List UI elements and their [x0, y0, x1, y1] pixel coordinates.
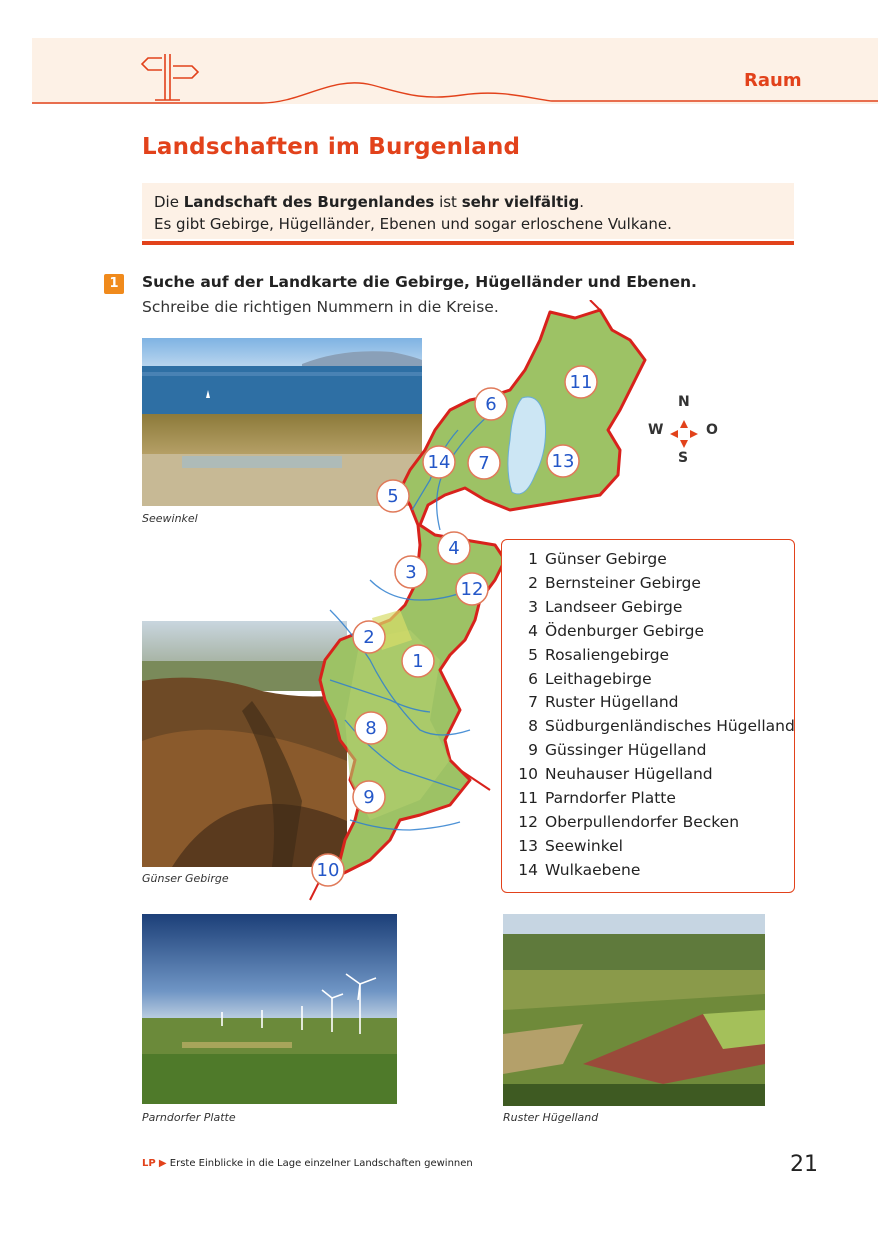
map-circle[interactable]	[438, 532, 470, 564]
compass-south: S	[678, 450, 689, 466]
svg-text:6: 6	[485, 394, 497, 415]
map-circle[interactable]	[312, 854, 344, 886]
legend-item: 5 Rosaliengebirge	[528, 645, 670, 664]
compass-rose	[640, 390, 730, 470]
footer-text: Erste Einblicke in die Lage einzelner Landschaften gewinnen	[169, 1158, 473, 1169]
legend-item: 11 Parndorfer Platte	[518, 789, 676, 808]
map-circle[interactable]	[565, 366, 597, 398]
intro-text	[154, 191, 672, 235]
svg-text:9: 9	[363, 787, 375, 808]
photo-parndorfer-platte	[142, 914, 397, 1104]
compass-west: W	[648, 422, 664, 438]
svg-text:8: 8	[365, 718, 377, 739]
svg-text:5: 5	[387, 486, 399, 507]
map-circle[interactable]	[402, 645, 434, 677]
map-circle[interactable]	[547, 445, 579, 477]
legend-item: 12 Oberpullendorfer Becken	[518, 812, 740, 831]
map-circle[interactable]	[468, 447, 500, 479]
legend-item: 6 Leithagebirge	[528, 669, 652, 688]
page-title: Landschaften im Burgenland	[142, 134, 521, 160]
compass-north: N	[678, 394, 690, 410]
svg-text:3: 3	[405, 562, 417, 583]
svg-text:1: 1	[412, 651, 424, 672]
caption-seewinkel: Seewinkel	[142, 512, 198, 525]
legend-item: 7 Ruster Hügelland	[528, 693, 679, 712]
legend-item: 13 Seewinkel	[518, 836, 623, 855]
task-subtitle: Schreibe die richtigen Nummern in die Kreise.	[142, 298, 499, 316]
intro-line-2: Es gibt Gebirge, Hügelländer, Ebenen und sogar erloschene Vulkane.	[154, 215, 672, 233]
map-circle[interactable]	[395, 556, 427, 588]
svg-text:12: 12	[460, 579, 484, 600]
section-label: Raum	[744, 70, 802, 91]
legend-item: 4 Ödenburger Gebirge	[528, 621, 705, 640]
caption-parndorfer-platte: Parndorfer Platte	[142, 1111, 236, 1124]
svg-text:2: 2	[363, 627, 375, 648]
legend-item: 8 Südburgenländisches Hügelland	[528, 717, 795, 736]
legend-item: 3 Landseer Gebirge	[528, 597, 683, 616]
map-circle[interactable]	[475, 388, 507, 420]
svg-text:11: 11	[569, 372, 593, 393]
map-circle[interactable]	[377, 480, 409, 512]
legend-item: 9 Güssinger Hügelland	[528, 741, 707, 760]
arrow-right-icon: ▶	[158, 1158, 167, 1169]
svg-text:14: 14	[427, 452, 451, 473]
task-number-badge: 1	[104, 274, 124, 294]
signpost-icon	[140, 50, 210, 104]
map-circle[interactable]	[355, 712, 387, 744]
map-circle[interactable]	[456, 573, 488, 605]
svg-text:10: 10	[316, 860, 340, 881]
legend-item: 10 Neuhauser Hügelland	[518, 765, 713, 784]
svg-text:4: 4	[448, 538, 460, 559]
compass-east: O	[706, 422, 718, 438]
svg-text:7: 7	[478, 453, 490, 474]
map-circle[interactable]	[353, 781, 385, 813]
legend-item: 14 Wulkaebene	[518, 860, 641, 879]
caption-guenser-gebirge: Günser Gebirge	[142, 872, 229, 885]
svg-text:13: 13	[551, 451, 575, 472]
legend-list	[508, 548, 795, 883]
lp-label: LP	[142, 1158, 156, 1169]
caption-ruster-huegelland: Ruster Hügelland	[503, 1111, 599, 1124]
map-circle[interactable]	[423, 446, 455, 478]
legend-item: 2 Bernsteiner Gebirge	[528, 573, 701, 592]
footer-note	[142, 1158, 473, 1169]
intro-rule	[142, 241, 794, 245]
photo-ruster-huegelland	[503, 914, 765, 1106]
map-circle[interactable]	[353, 621, 385, 653]
page-number: 21	[790, 1152, 818, 1177]
intro-line-1: Die Landschaft des Burgenlandes ist sehr vielfältig.	[154, 193, 584, 211]
task-title: Suche auf der Landkarte die Gebirge, Hügelländer und Ebenen.	[142, 273, 697, 291]
legend-item: 1 Günser Gebirge	[528, 550, 667, 568]
